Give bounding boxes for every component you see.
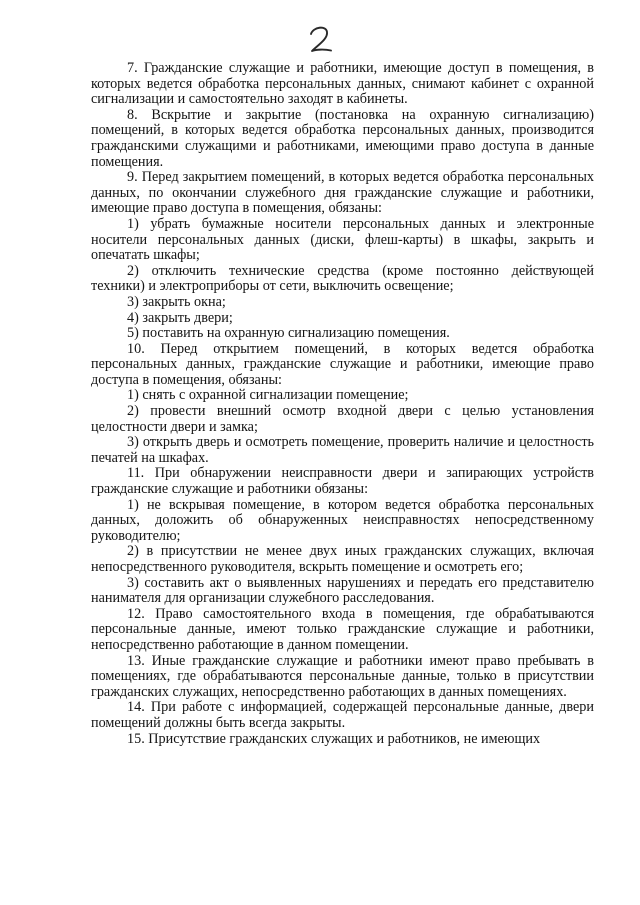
paragraph-11-item-2: 2) в присутствии не менее двух иных гражданских служащих, включая непосредственного руководителя, вскрыть помещение и осмотреть его; (91, 543, 594, 575)
paragraph-8: 8. Вскрытие и закрытие (постановка на охранную сигнализацию) помещений, в которых ведется обработка персональных данных, производится гражданскими служащими и работниками, имеющими право доступа в данные помещения. (91, 106, 594, 170)
paragraph-12: 12. Право самостоятельного входа в помещения, где обрабатываются персональные данные, имеют только гражданские служащие и работники, непосредственно работающие в данном помещении. (91, 605, 594, 653)
handwritten-number-two-icon (306, 24, 336, 58)
paragraph-9-item-5: 5) поставить на охранную сигнализацию помещения. (127, 325, 450, 342)
handwritten-page-number (306, 24, 336, 58)
paragraph-11: 11. При обнаружении неисправности двери и запирающих устройств гражданские служащие и работники обязаны: (91, 465, 594, 498)
document-body (91, 61, 594, 747)
paragraph-9-item-1: 1) убрать бумажные носители персональных данных и электронные носители персональных данных (диски, флеш-карты) в шкафы, закрыть и опечатать шкафы; (91, 215, 594, 264)
paragraph-14: 14. При работе с информацией, содержащей персональные данные, двери помещений должны быть всегда закрыты. (91, 699, 594, 731)
paragraph-10: 10. Перед открытием помещений, в которых ведется обработка персональных данных, гражданские служащие и работники, имеющие право доступа в помещения, обязаны: (91, 340, 594, 388)
paragraph-10-item-2: 2) провести внешний осмотр входной двери с целью установления целостности двери и замка; (91, 403, 594, 435)
paragraph-9-item-4: 4) закрыть двери; (127, 309, 233, 326)
paragraph-13: 13. Иные гражданские служащие и работники имеют право пребывать в помещениях, где обрабатываются персональные данные, только в присутствии гражданских служащих, непосредственно работающих в данных помещениях. (91, 652, 594, 700)
paragraph-9-item-3: 3) закрыть окна; (127, 293, 226, 310)
paragraph-7: 7. Гражданские служащие и работники, имеющие доступ в помещения, в которых ведется обработка персональных данных, снимают кабинет с охранной сигнализации и самостоятельно заходят в кабинеты. (91, 60, 594, 108)
paragraph-9: 9. Перед закрытием помещений, в которых ведется обработка персональных данных, по окончании служебного дня гражданские служащие и работники, имеющие право доступа в помещения, обязаны: (91, 169, 594, 217)
paragraph-10-item-3: 3) открыть дверь и осмотреть помещение, проверить наличие и целостность печатей на шкафах. (91, 434, 594, 466)
paragraph-15: 15. Присутствие гражданских служащих и работников, не имеющих (127, 730, 541, 747)
paragraph-9-item-2: 2) отключить технические средства (кроме постоянно действующей техники) и электроприборы от сети, выключить освещение; (91, 262, 594, 295)
paragraph-11-item-1: 1) не вскрывая помещение, в котором ведется обработка персональных данных, доложить об обнаруженных неисправностях непосредственному руководителю; (91, 496, 594, 544)
paragraph-10-item-1: 1) снять с охранной сигнализации помещение; (127, 387, 409, 404)
paragraph-11-item-3: 3) составить акт о выявленных нарушениях и передать его представителю нанимателя для организации служебного расследования. (91, 574, 594, 607)
